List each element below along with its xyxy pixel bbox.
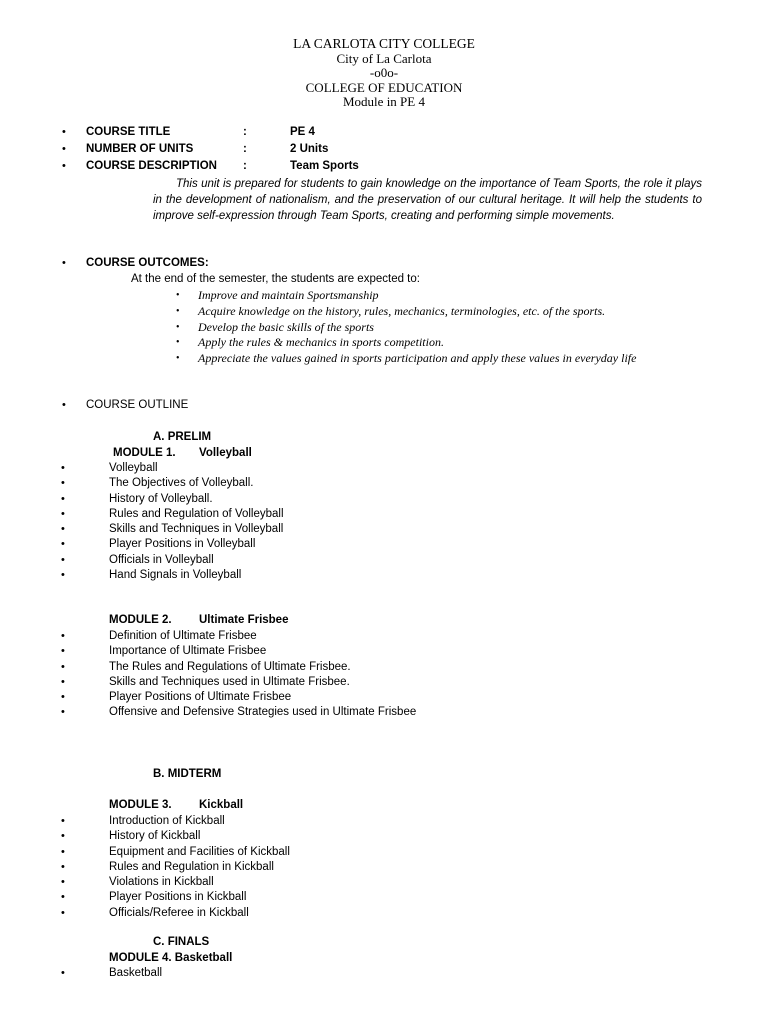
list-item-text: Develop the basic skills of the sports	[198, 319, 374, 334]
module1-name: Volleyball	[199, 447, 252, 459]
bullet-icon: •	[61, 492, 65, 505]
list-item-text: Improve and maintain Sportsmanship	[198, 288, 379, 302]
list-item	[176, 351, 696, 367]
list-item-text: History of Kickball	[109, 830, 201, 843]
description-value: Team Sports	[290, 160, 359, 172]
list-item	[61, 461, 661, 476]
list-item	[61, 568, 661, 583]
list-item-text: Introduction of Kickball	[109, 815, 225, 827]
bullet-icon: •	[61, 523, 65, 536]
list-item-text: The Objectives of Volleyball.	[109, 477, 254, 490]
list-item	[61, 860, 661, 875]
list-item-text: Hand Signals in Volleyball	[109, 569, 242, 582]
module4-heading: MODULE 4. Basketball	[109, 952, 233, 964]
module3-number: MODULE 3.	[109, 799, 172, 811]
units-label: NUMBER OF UNITS	[86, 143, 194, 155]
list-item-text: Player Positions in Volleyball	[109, 538, 256, 551]
bullet-icon: •	[61, 967, 65, 979]
colon: :	[243, 143, 247, 155]
list-item	[61, 507, 661, 522]
list-item-text: Basketball	[109, 967, 163, 979]
description-body: This unit is prepared for students to gain knowledge on the importance of Team Sports, the role it plays in the development of nationalism, and the preservation of our cultural heritage. It will help the students to improve self-expression through Team Sports, creating and performing simple movements.	[153, 178, 702, 222]
list-item	[61, 845, 661, 860]
list-item	[61, 890, 661, 905]
bullet-icon: •	[61, 906, 65, 919]
list-item	[61, 814, 661, 829]
list-item-text: Player Positions in Kickball	[109, 891, 247, 904]
bullet-icon: •	[61, 660, 65, 673]
colon: :	[243, 160, 247, 172]
module-title: Module in PE 4	[343, 94, 425, 109]
bullet-icon: •	[61, 675, 65, 688]
module4-topics	[61, 966, 661, 981]
list-item	[176, 304, 696, 320]
colon: :	[243, 126, 247, 138]
list-item-text: The Rules and Regulations of Ultimate Frisbee.	[109, 660, 351, 673]
list-item	[61, 476, 661, 491]
module2-name: Ultimate Frisbee	[199, 614, 289, 626]
bullet-icon: •	[62, 143, 66, 155]
outcomes-list	[176, 288, 696, 367]
list-item	[61, 537, 661, 552]
list-item-text: Definition of Ultimate Frisbee	[109, 630, 257, 642]
list-item-text: Officials in Volleyball	[109, 553, 214, 566]
bullet-icon: •	[62, 257, 66, 269]
header-separator: -o0o-	[369, 65, 399, 80]
list-item	[61, 875, 661, 890]
city-name: City of La Carlota	[336, 50, 432, 66]
list-item	[61, 629, 661, 644]
list-item	[61, 522, 661, 537]
finals-heading: C. FINALS	[153, 936, 210, 948]
bullet-icon: •	[62, 399, 66, 411]
college-name: LA CARLOTA CITY COLLEGE	[293, 36, 475, 51]
module1-number: MODULE 1.	[113, 447, 176, 459]
units-value: 2 Units	[290, 143, 329, 155]
bullet-icon: •	[176, 321, 180, 333]
list-item	[61, 660, 661, 675]
bullet-icon: •	[61, 891, 65, 904]
midterm-heading: B. MIDTERM	[153, 768, 222, 780]
module2-number: MODULE 2.	[109, 614, 172, 626]
bullet-icon: •	[62, 126, 66, 138]
list-item-text: Player Positions of Ultimate Frisbee	[109, 691, 292, 704]
bullet-icon: •	[61, 860, 65, 873]
bullet-icon: •	[176, 353, 180, 365]
bullet-icon: •	[62, 160, 66, 172]
list-item-text: Importance of Ultimate Frisbee	[109, 645, 267, 658]
department-name: COLLEGE OF EDUCATION	[305, 79, 463, 95]
list-item	[61, 705, 661, 720]
list-item-text: Violations in Kickball	[109, 876, 214, 889]
module3-name: Kickball	[199, 799, 244, 811]
bullet-icon: •	[61, 876, 65, 889]
list-item	[176, 320, 696, 336]
module1-topics	[61, 461, 661, 583]
list-item-text: Rules and Regulation in Kickball	[109, 860, 274, 873]
list-item	[176, 335, 696, 351]
list-item	[61, 829, 661, 844]
outcomes-label: COURSE OUTCOMES:	[86, 257, 209, 269]
list-item	[61, 675, 661, 690]
course-description-text	[153, 176, 702, 224]
list-item-text: Acquire knowledge on the history, rules, mechanics, terminologies, etc. of the sports.	[198, 303, 606, 318]
bullet-icon: •	[176, 337, 180, 349]
list-item	[61, 966, 661, 981]
list-item-text: Apply the rules & mechanics in sports competition.	[198, 335, 444, 350]
list-item-text: Volleyball	[109, 462, 158, 474]
bullet-icon: •	[61, 507, 65, 520]
outcomes-intro: At the end of the semester, the students are expected to:	[131, 273, 420, 285]
prelim-heading: A. PRELIM	[153, 431, 212, 443]
bullet-icon: •	[176, 305, 180, 317]
bullet-icon: •	[61, 830, 65, 843]
list-item	[176, 288, 696, 304]
bullet-icon: •	[61, 553, 65, 566]
course-title-value: PE 4	[290, 126, 315, 138]
bullet-icon: •	[61, 477, 65, 490]
list-item	[61, 553, 661, 568]
list-item-text: Rules and Regulation of Volleyball	[109, 507, 284, 520]
bullet-icon: •	[61, 462, 65, 474]
list-item-text: Skills and Techniques in Volleyball	[109, 523, 284, 536]
course-title-label: COURSE TITLE	[86, 126, 171, 138]
list-item	[61, 644, 661, 659]
bullet-icon: •	[176, 290, 180, 301]
bullet-icon: •	[61, 645, 65, 658]
bullet-icon: •	[61, 538, 65, 551]
list-item	[61, 690, 661, 705]
bullet-icon: •	[61, 630, 65, 642]
list-item	[61, 492, 661, 507]
bullet-icon: •	[61, 569, 65, 582]
bullet-icon: •	[61, 691, 65, 704]
document-header	[0, 37, 768, 110]
list-item-text: Appreciate the values gained in sports participation and apply these values in everyday life	[198, 351, 637, 366]
list-item-text: History of Volleyball.	[109, 492, 213, 505]
list-item	[61, 906, 661, 921]
outline-label: COURSE OUTLINE	[86, 399, 189, 411]
bullet-icon: •	[61, 815, 65, 827]
module3-topics	[61, 814, 661, 921]
bullet-icon: •	[61, 845, 65, 858]
list-item-text: Equipment and Facilities of Kickball	[109, 845, 290, 858]
module2-topics	[61, 629, 661, 721]
list-item-text: Skills and Techniques used in Ultimate Frisbee.	[109, 675, 350, 688]
description-label: COURSE DESCRIPTION	[86, 160, 217, 172]
list-item-text: Offensive and Defensive Strategies used in Ultimate Frisbee	[109, 706, 417, 719]
bullet-icon: •	[61, 706, 65, 719]
list-item-text: Officials/Referee in Kickball	[109, 906, 249, 919]
